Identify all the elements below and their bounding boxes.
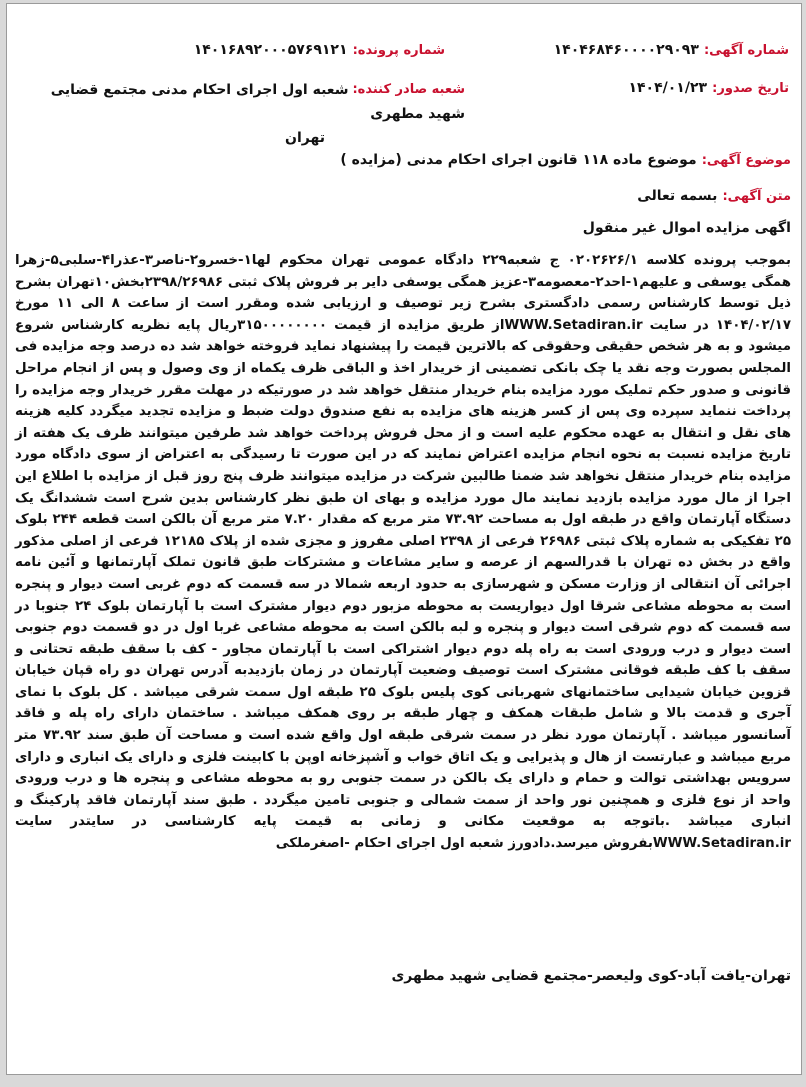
subject-row: [340, 150, 791, 170]
ad-number-row: [554, 40, 789, 60]
ad-heading: اگهی مزایده اموال غیر منقول: [582, 220, 791, 236]
issuer-label: شعبه صادر کننده:: [352, 82, 465, 97]
subject-label: موضوع آگهی:: [701, 153, 791, 168]
issuer-line2: تهران: [285, 130, 325, 146]
issue-date-value: ۱۴۰۴/۰۱/۲۳: [628, 80, 708, 96]
ad-number-value: ۱۴۰۴۶۸۴۶۰۰۰۰۲۹۰۹۳: [553, 42, 699, 58]
text-meta-label: متن آگهی:: [722, 189, 791, 204]
case-number-label: شماره پرونده:: [352, 43, 445, 58]
ad-number-label: شماره آگهی:: [703, 43, 789, 58]
case-number-value: ۱۴۰۱۶۸۹۲۰۰۰۵۷۶۹۱۲۱: [193, 42, 348, 58]
issuer-line1: شعبه اول اجرای احکام مدنی مجتمع قضایی شهید مطهری: [50, 82, 465, 122]
notice-page: [6, 3, 802, 1075]
case-number-row: [194, 40, 445, 60]
text-meta-row: [637, 186, 791, 206]
text-meta-value: بسمه تعالی: [637, 188, 718, 204]
issuer-row: [45, 78, 465, 150]
issue-date-label: تاریخ صدور:: [712, 81, 789, 96]
footer-address: تهران-یافت آباد-کوی ولیعصر-مجتمع قضایی شهید مطهری: [391, 968, 791, 984]
notice-body-text: بموجب پرونده کلاسه ۰۲۰۲۶۲۶/۱ ج شعبه۲۲۹ دادگاه عمومی تهران محکوم لها۱-خسرو۲-ناصر۳-عذرا۴-سلبی۵-زهرا همگی یوسفی و علیهم۱-احد۲-معصومه۳-عزیز همگی یوسفی دایر بر فروش پلاک ثبتی ۲۳۹۸/۲۶۹۸۶بخش۱۰تهران بشرح ذیل توسط کارشناس رسمی دادگستری بشرح زیر توصیف و ارزیابی شده ومقرر است از ساعت ۸ الی ۱۱ مورخ ۱۴۰۴/۰۲/۱۷ در سایت WWW.Setadiran.irاز طریق مزایده از قیمت ۳۱۵۰۰۰۰۰۰۰۰ریال پایه نظریه کارشناس شروع میشود و به هر شخص حقیقی وحقوقی که بالاترین قیمت را پیشنهاد نماید فروخته خواهد شد ده درصد وجه مزایده فی المجلس بصورت وجه نقد یا چک بانکی تضمینی از خریدار اخذ و الباقی ظرف یکماه از وی وصول و پس از انجام مراحل قانونی و صدور حکم تملیک مورد مزایده بنام خریدار منتقل خواهد شد در صورتیکه در مهلت مقرر خریدار وجه مزایده را پرداخت ننماید سپرده وی پس از کسر هزینه های مزایده به نفع صندوق دولت ضبط و مزایده تجدید میگردد کلیه هزینه های نقل و انتقال به عهده محکوم علیه است و از محل فروش پرداخت خواهد شد طرفین میتوانند ظرف یک هفته از تاریخ مزایده نسبت به نحوه انجام مزایده اعتراض نمایند که در این صورت تا رسیدگی به اعتراض از سوی دادگاه مورد مزایده بنام خریدار منتقل نخواهد شد ضمنا طالبین شرکت در مزایده میتوانند ظرف پنج روز قبل از مزایده با اطلاع این اجرا از مال مورد مزایده بازدید نمایند مال مورد مزایده و بهای ان طبق نظر کارشناس بدین شرح است ششدانگ یک دستگاه آپارتمان واقع در طبقه اول به مساحت ۷۳.۹۲ متر مربع که مقدار ۷.۲۰ متر مربع آن بالکن است قطعه ۲۴۴ بلوک ۲۵ تفکیکی به شماره پلاک ثبتی ۲۶۹۸۶ فرعی از ۲۳۹۸ اصلی مفروز و مجزی شده از پلاک ۱۲۱۸۵ فرعی از اصلی مذکور واقع در بخش ده تهران با قدرالسهم از عرصه و سایر مشاعات و مشترکات طبق قانون تملک آپارتمانها و آئین نامه اجرائی آن انتقالی از وزارت مسکن و شهرسازی به حدود اربعه شمالا در سه قسمت که دوم غربی است دیوار و پنجره است به محوطه مشاعی شرقا اول دیواریست به محوطه مزبور دوم دیوار مشترک است با آپارتمان بلوک ۲۴ جنوبا در سه قسمت که دوم شرقی است دیوار و پنجره و لبه بالکن است به محوطه مشاعی غربا اول در دو قسمت دوم جنوبی است دیوار و درب ورودی است به راه پله دوم دیوار اشتراکی است با آپارتمان مجاور - کف با سقف طبقه تحتانی و سقف با کف طبقه فوقانی مشترک است توصیف وضعیت آپارتمان در زمان بازدیدبه آدرس تهران دو راه قپان خیابان قزوین خیابان شیدایی ساختمانهای شهربانی کوی پلیس بلوک ۲۵ طبقه اول سمت شرقی میباشد . کل بلوک با نمای آجری و قدمت بالا و شامل طبقات همکف و چهار طبقه بر روی همکف میباشد . ساختمان دارای راه پله و فاقد آسانسور میباشد . آپارتمان مورد نظر در سمت شرقی طبقه اول واقع شده است و مساحت آن طبق سند ۷۳.۹۲ متر مربع میباشد و عبارتست از هال و پذیرایی و یک اتاق خواب و آشپزخانه اوپن با کابینت فلزی و دارای یک انباری و دارای سرویس بهداشتی توالت و حمام و دارای یک بالکن در سمت جنوبی رو به محوطه مشاعی و پنجره ها و درب ورودی واحد از نوع فلزی و همچنین نور واحد از سمت شمالی و جنوبی تامین میگردد . طبق سند آپارتمان فاقد پارکینگ و انباری میباشد .باتوجه به موقعیت مکانی و زمانی به قیمت پایه کارشناسی در سایتدر سایت WWW.Setadiran.irبفروش میرسد.دادورز شعبه اول اجرای احکام -اصغرملکی: [15, 253, 792, 852]
subject-value: موضوع ماده ۱۱۸ قانون اجرای احکام مدنی (مزایده ): [340, 152, 697, 168]
issue-date-row: [628, 78, 789, 98]
